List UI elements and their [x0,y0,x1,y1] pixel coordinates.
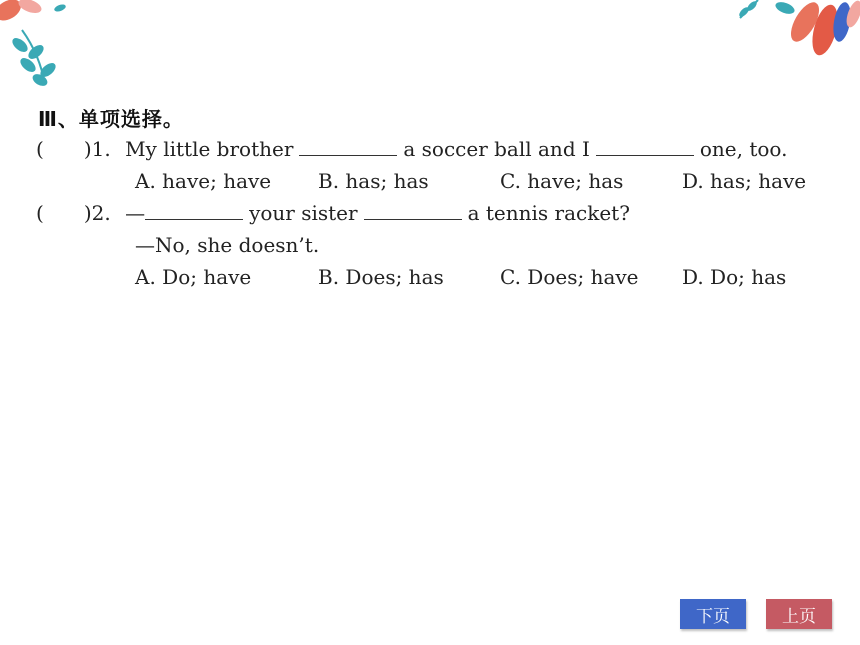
question-text-part: — [125,201,146,225]
floral-decoration-right-icon [730,0,860,70]
previous-page-button[interactable]: 上页 [766,599,832,629]
question-1 [36,137,787,161]
next-page-button[interactable]: 下页 [680,599,746,629]
option-c: C. Does; have [500,265,639,289]
blank [596,137,694,156]
blank [299,137,397,156]
question-text-part: your sister [249,201,358,225]
blank [364,201,462,220]
answer-paren-close: ) [83,201,92,225]
question-number: 2. [91,201,111,225]
question-number: 1. [91,137,111,161]
option-b: B. Does; has [318,265,444,289]
option-a: A. have; have [135,169,272,193]
answer-paren-open: ( [36,201,44,225]
question-text-part: a soccer ball and I [403,137,590,161]
option-b: B. has; has [318,169,429,193]
question-2 [36,201,630,225]
option-a: A. Do; have [135,265,252,289]
option-c: C. have; has [500,169,624,193]
option-d: D. has; have [682,169,807,193]
option-d: D. Do; has [682,265,787,289]
section-title: Ⅲ、单项选择。 [38,107,184,131]
floral-decoration-left-icon [0,0,90,95]
question-text-part: one, too. [699,137,788,161]
reply-line: —No, she doesn’t. [135,233,320,257]
answer-paren-open: ( [36,137,44,161]
question-text-part: a tennis racket? [467,201,630,225]
answer-paren-close: ) [83,137,92,161]
blank [145,201,243,220]
question-text-part: My little brother [125,137,294,161]
